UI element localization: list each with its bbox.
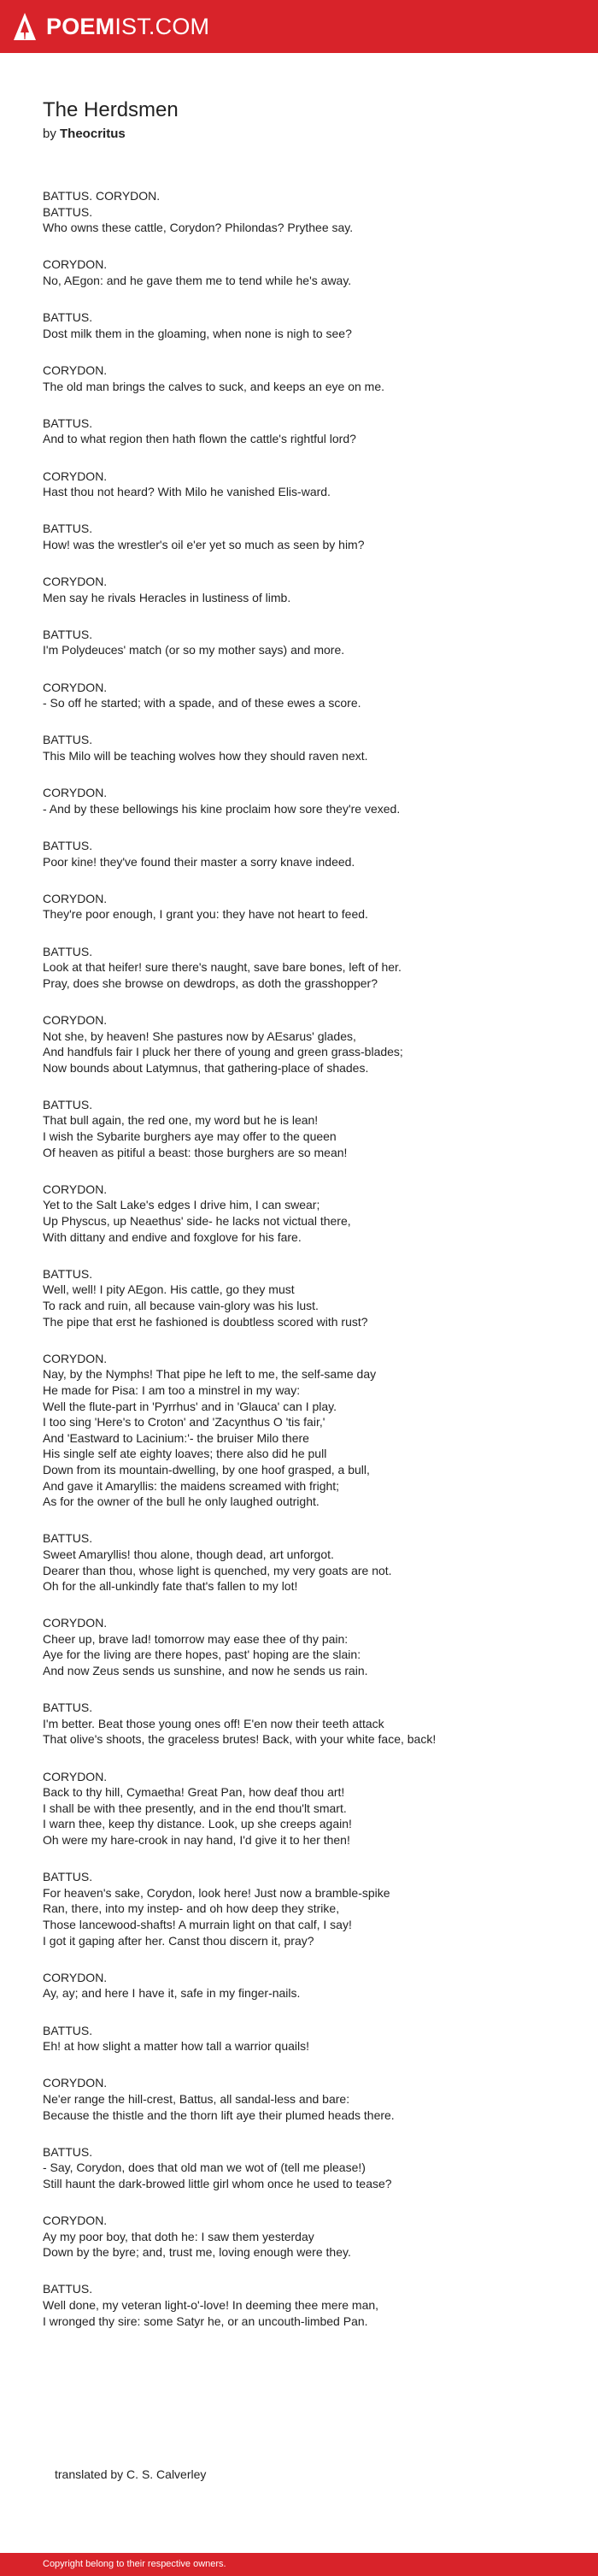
- poem-line: Well, well! I pity AEgon. His cattle, go they must: [43, 1282, 295, 1297]
- poem-line: CORYDON.: [43, 469, 108, 483]
- poem-line: I shall be with thee presently, and in the end thou'lt smart.: [43, 1801, 347, 1815]
- stanza: [43, 1769, 555, 1848]
- poem-line: Hast thou not heard? With Milo he vanished Elis-ward.: [43, 485, 331, 499]
- stanza: [43, 627, 555, 658]
- poem-line: Well done, my veteran light-o'-love! In deeming thee mere man,: [43, 2298, 379, 2313]
- poem-line: CORYDON.: [43, 2076, 108, 2090]
- stanza: [43, 2144, 555, 2192]
- poem-line: CORYDON.: [43, 1769, 108, 1783]
- stanza: [43, 891, 555, 923]
- poem-line: CORYDON.: [43, 786, 108, 800]
- poem-line: BATTUS.: [43, 944, 93, 958]
- poem-line: Sweet Amaryllis! thou alone, though dead, art unforgot.: [43, 1547, 334, 1561]
- stanza: [43, 363, 555, 394]
- stanza: [43, 2023, 555, 2054]
- poem-line: Aye for the living are there hopes, past' hoping are the slain:: [43, 1648, 361, 1662]
- stanza: [43, 680, 555, 711]
- stanza: [43, 1970, 555, 2001]
- stanza: [43, 1266, 555, 1329]
- stanza: [43, 574, 555, 605]
- poem-line: And to what region then hath flown the cattle's rightful lord?: [43, 432, 356, 446]
- site-footer: [0, 2553, 598, 2576]
- stanza: [43, 1012, 555, 1076]
- stanza: [43, 1530, 555, 1594]
- poem-line: - And by these bellowings his kine proclaim how sore they're vexed.: [43, 801, 401, 816]
- stanza: [43, 2281, 555, 2329]
- stanza: [43, 785, 555, 816]
- poem-line: Cheer up, brave lad! tomorrow may ease thee of thy pain:: [43, 1631, 349, 1646]
- quill-logo-icon: [12, 12, 38, 41]
- stanza: [43, 309, 555, 341]
- poem-line: That olive's shoots, the graceless brutes! Back, with your white face, back!: [43, 1732, 437, 1747]
- by-label: by: [43, 127, 56, 141]
- poem-line: Up Physcus, up Neaethus' side- he lacks not victual there,: [43, 1214, 351, 1229]
- poem-line: I wish the Sybarite burghers aye may offer to the queen: [43, 1129, 337, 1144]
- poem-line: BATTUS. CORYDON.: [43, 189, 161, 203]
- site-name: POEMIST.COM: [46, 13, 210, 39]
- poem-line: Ne'er range the hill-crest, Battus, all sandal-less and bare:: [43, 2091, 350, 2106]
- stanza: [43, 1700, 555, 1748]
- poem-line: I warn thee, keep thy distance. Look, up she creeps again!: [43, 1817, 352, 1831]
- stanza: [43, 521, 555, 552]
- poem-line: How! was the wrestler's oil e'er yet so much as seen by him?: [43, 537, 365, 551]
- stanza: [43, 2213, 555, 2261]
- poem-line: CORYDON.: [43, 1012, 108, 1027]
- stanza: [43, 188, 555, 236]
- poem-line: BATTUS.: [43, 1097, 93, 1111]
- poem-line: Back to thy hill, Cymaetha! Great Pan, how deaf thou art!: [43, 1785, 345, 1800]
- author-name[interactable]: Theocritus: [60, 127, 126, 141]
- poem-line: No, AEgon: and he gave them me to tend while he's away.: [43, 273, 352, 287]
- poem-line: CORYDON.: [43, 1182, 108, 1196]
- translator-credit: translated by C. S. Calverley: [55, 2467, 207, 2481]
- poem-line: Those lancewood-shafts! A murrain light on that calf, I say!: [43, 1917, 352, 1931]
- poem-line: CORYDON.: [43, 680, 108, 694]
- poem-line: BATTUS.: [43, 733, 93, 747]
- poem-line: BATTUS.: [43, 2023, 93, 2037]
- stanza: [43, 732, 555, 763]
- poem-line: BATTUS.: [43, 1531, 93, 1546]
- poem-line: BATTUS.: [43, 1870, 93, 1884]
- poem-line: CORYDON.: [43, 1616, 108, 1630]
- stanza: [43, 469, 555, 500]
- stanza: [43, 2075, 555, 2123]
- poem-line: And gave it Amaryllis: the maidens screamed with fright;: [43, 1478, 340, 1493]
- poem-line: BATTUS.: [43, 1266, 93, 1281]
- poem-line: Men say he rivals Heracles in lustiness of limb.: [43, 590, 291, 604]
- stanza: [43, 1182, 555, 1245]
- poem-line: I wronged thy sire: some Satyr he, or an uncouth-limbed Pan.: [43, 2314, 368, 2328]
- stanza: [43, 838, 555, 869]
- poem-body: [43, 188, 555, 2350]
- poem-line: Down by the byre; and, trust me, loving enough were they.: [43, 2245, 351, 2260]
- poem-line: And handfuls fair I pluck her there of young and green grass-blades;: [43, 1045, 403, 1059]
- poem-line: BATTUS.: [43, 838, 93, 852]
- stanza: [43, 944, 555, 992]
- poem-line: BATTUS.: [43, 204, 93, 219]
- poem-line: BATTUS.: [43, 522, 93, 536]
- poem-line: To rack and ruin, all because vain-glory was his lust.: [43, 1299, 319, 1312]
- site-logo[interactable]: [12, 12, 209, 41]
- stanza: [43, 256, 555, 288]
- poem-line: I got it gaping after her. Canst thou discern it, pray?: [43, 1933, 314, 1948]
- poem-line: - So off he started; with a spade, and of these ewes a score.: [43, 696, 361, 710]
- poem-line: They're poor enough, I grant you: they have not heart to feed.: [43, 907, 368, 922]
- poem-line: CORYDON.: [43, 575, 108, 589]
- poem-line: I'm Polydeuces' match (or so my mother says) and more.: [43, 643, 345, 657]
- poem-line: Ran, there, into my instep- and oh how deep they strike,: [43, 1901, 340, 1916]
- poem-line: - Say, Corydon, does that old man we wot of (tell me please!): [43, 2160, 366, 2175]
- poem-line: The old man brings the calves to suck, and keeps an eye on me.: [43, 379, 385, 393]
- poem-line: BATTUS.: [43, 416, 93, 430]
- stanza: [43, 416, 555, 447]
- poem-line: I'm better. Beat those young ones off! E'en now their teeth attack: [43, 1716, 384, 1730]
- poem-line: BATTUS.: [43, 310, 93, 325]
- poem-line: CORYDON.: [43, 1970, 108, 1984]
- stanza: [43, 1351, 555, 1510]
- poem-line: And 'Eastward to Lacinium:'- the bruiser Milo there: [43, 1430, 309, 1445]
- poem-line: Oh were my hare-crook in nay hand, I'd give it to her then!: [43, 1833, 350, 1847]
- poem-line: Pray, does she browse on dewdrops, as doth the grasshopper?: [43, 976, 378, 990]
- poem-line: Look at that heifer! sure there's naught, save bare bones, left of her.: [43, 960, 402, 975]
- poem-line: Now bounds about Latymnus, that gathering-place of shades.: [43, 1060, 369, 1075]
- site-header: [0, 0, 598, 53]
- poem-line: Of heaven as pitiful a beast: those burghers are so mean!: [43, 1145, 348, 1159]
- poem-line: BATTUS.: [43, 627, 93, 641]
- poem-line: I too sing 'Here's to Croton' and 'Zacynthus O 'tis fair,': [43, 1415, 325, 1429]
- poem-line: That bull again, the red one, my word but he is lean!: [43, 1113, 319, 1128]
- poem-line: Who owns these cattle, Corydon? Philondas? Prythee say.: [43, 221, 354, 235]
- stanza: [43, 1615, 555, 1678]
- poem-line: BATTUS.: [43, 2144, 93, 2159]
- poem-title: The Herdsmen: [43, 98, 179, 121]
- poem-line: Nay, by the Nymphs! That pipe he left to me, the self-same day: [43, 1367, 377, 1382]
- poem-line: And now Zeus sends us sunshine, and now he sends us rain.: [43, 1664, 368, 1678]
- poem-byline: [43, 127, 126, 141]
- poem-line: His single self ate eighty loaves; there also did he pull: [43, 1447, 327, 1461]
- poem-line: CORYDON.: [43, 257, 108, 272]
- poem-line: BATTUS.: [43, 2282, 93, 2296]
- poem-line: Well the flute-part in 'Pyrrhus' and in 'Glauca' can I play.: [43, 1399, 337, 1413]
- poem-line: CORYDON.: [43, 891, 108, 905]
- poem-line: With dittany and endive and foxglove for his fare.: [43, 1229, 302, 1244]
- stanza: [43, 1869, 555, 1948]
- poem-line: Not she, by heaven! She pastures now by AEsarus' glades,: [43, 1029, 356, 1043]
- poem-line: Eh! at how slight a matter how tall a warrior quails!: [43, 2039, 310, 2054]
- poem-line: CORYDON.: [43, 363, 108, 377]
- poem-line: As for the owner of the bull he only laughed outright.: [43, 1494, 320, 1509]
- poem-line: He made for Pisa: I am too a minstrel in my way:: [43, 1382, 301, 1397]
- poem-line: CORYDON.: [43, 2213, 108, 2228]
- poem-line: Poor kine! they've found their master a sorry knave indeed.: [43, 854, 355, 869]
- stanza: [43, 1097, 555, 1160]
- poem-line: Ay, ay; and here I have it, safe in my finger-nails.: [43, 1986, 301, 2001]
- poem-line: Down from its mountain-dwelling, by one hoof grasped, a bull,: [43, 1462, 370, 1477]
- poem-line: For heaven's sake, Corydon, look here! Just now a bramble-spike: [43, 1885, 390, 1900]
- poem-line: This Milo will be teaching wolves how they should raven next.: [43, 749, 368, 763]
- poem-line: Dost milk them in the gloaming, when none is nigh to see?: [43, 326, 352, 340]
- poem-line: Dearer than thou, whose light is quenched, my very goats are not.: [43, 1563, 392, 1577]
- poem-line: Because the thistle and the thorn lift aye their plumed heads there.: [43, 2107, 395, 2122]
- poem-line: The pipe that erst he fashioned is doubtless scored with rust?: [43, 1314, 368, 1329]
- copyright-notice: Copyright belong to their respective owners.: [43, 2559, 226, 2569]
- poem-line: Still haunt the dark-browed little girl whom once he used to tease?: [43, 2176, 392, 2190]
- poem-line: CORYDON.: [43, 1351, 108, 1365]
- poem-line: BATTUS.: [43, 1701, 93, 1715]
- poem-line: Oh for the all-unkindly fate that's fallen to my lot!: [43, 1579, 298, 1594]
- poem-line: Ay my poor boy, that doth he: I saw them yesterday: [43, 2229, 314, 2243]
- poem-line: Yet to the Salt Lake's edges I drive him, I can swear;: [43, 1198, 320, 1212]
